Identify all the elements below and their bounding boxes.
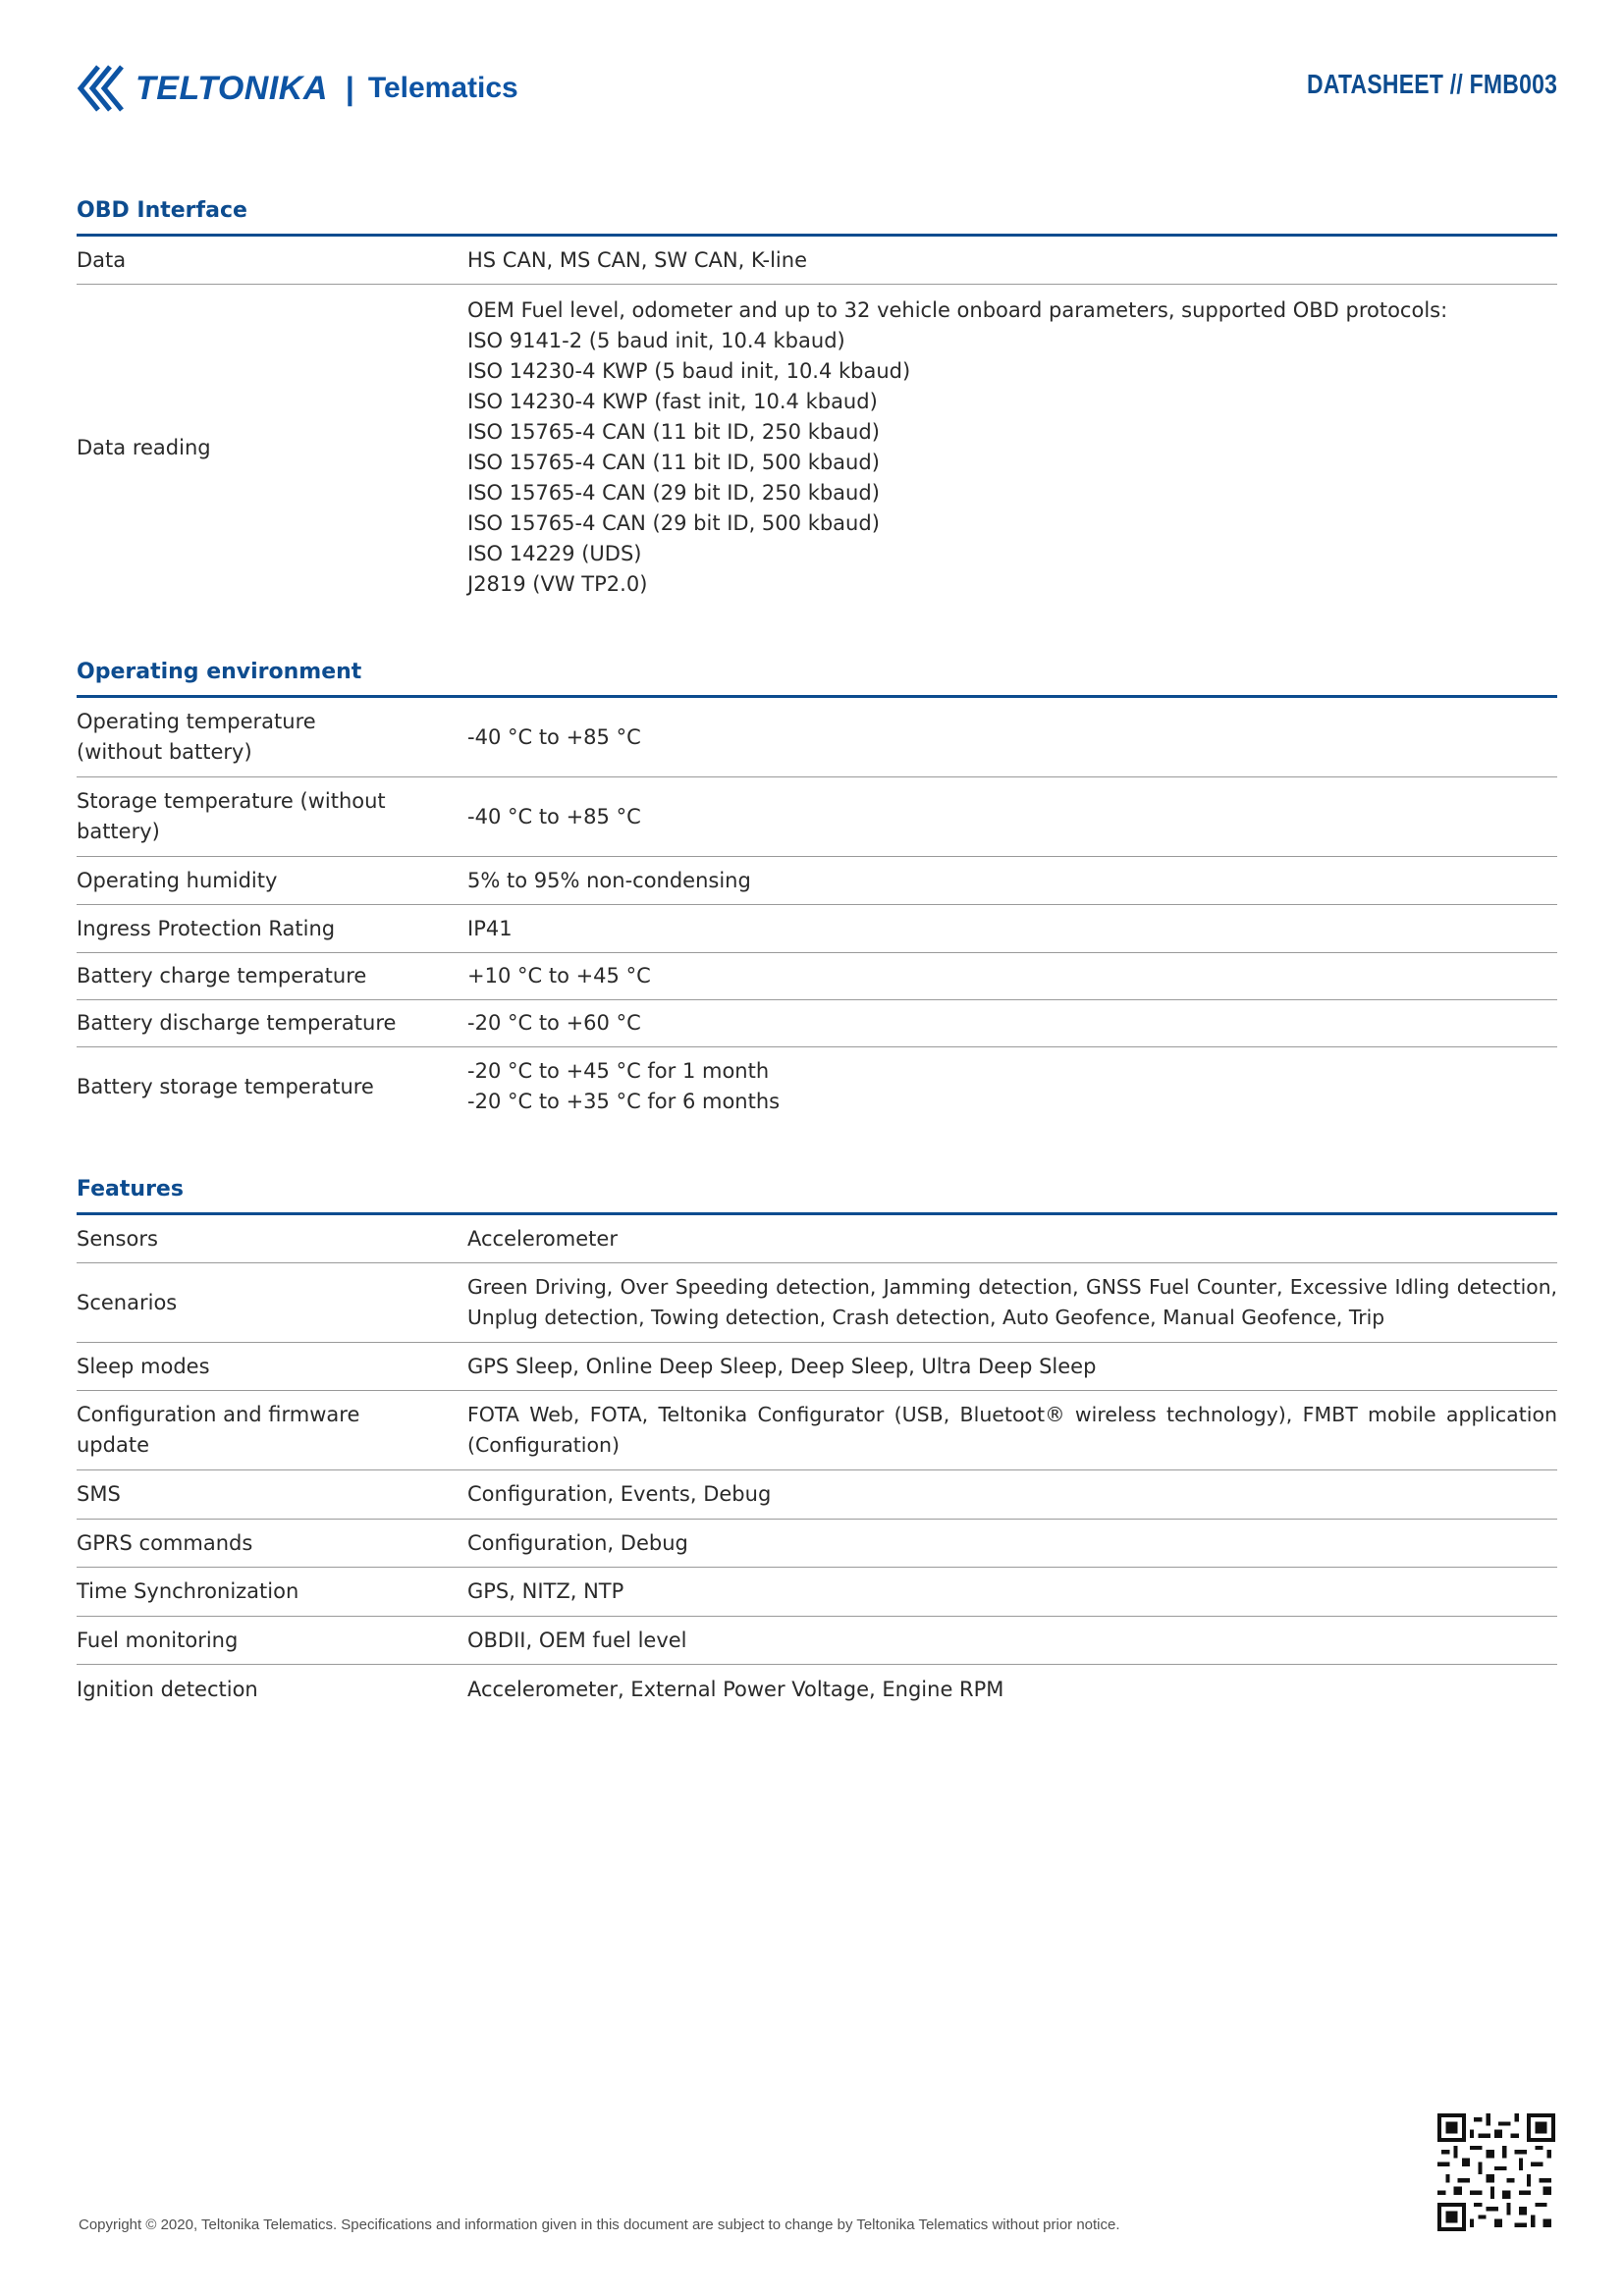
row-value: Configuration, Events, Debug: [467, 1482, 772, 1506]
row-value: [467, 295, 1557, 600]
row-label: Sensors: [77, 1226, 158, 1251]
row-value: OBDII, OEM fuel level: [467, 1628, 687, 1652]
protocol-line: ISO 15765-4 CAN (11 bit ID, 500 kbaud): [467, 451, 880, 474]
row-value: HS CAN, MS CAN, SW CAN, K-line: [467, 247, 807, 272]
section-title: Operating environment: [77, 658, 1557, 698]
qr-code-icon: [1437, 2113, 1555, 2231]
protocol-line: ISO 14229 (UDS): [467, 542, 642, 565]
table-row: [77, 1343, 1557, 1391]
row-value: Accelerometer, External Power Voltage, Engine RPM: [467, 1677, 1004, 1701]
row-value: Green Driving, Over Speeding detection, Jamming detection, GNSS Fuel Counter, Excessive Idling detection, Unplug detection, Towing detection, Crash detection, Auto Geofence, Manual Geofence, Trip: [467, 1275, 1557, 1329]
table-row: [77, 1568, 1557, 1617]
protocol-line: ISO 15765-4 CAN (29 bit ID, 500 kbaud): [467, 511, 880, 535]
table-row: [77, 1215, 1557, 1263]
protocol-line: ISO 14230-4 KWP (5 baud init, 10.4 kbaud): [467, 359, 911, 383]
row-label: Configuration and firmware update: [77, 1403, 360, 1457]
row-label: Sleep modes: [77, 1354, 210, 1378]
protocol-line: ISO 14230-4 KWP (fast init, 10.4 kbaud): [467, 390, 878, 413]
datasheet-title: DATASHEET // FMB003: [1306, 69, 1557, 99]
section-obd-interface: [77, 196, 1557, 607]
section-operating-environment: [77, 658, 1557, 1126]
row-label: Battery storage temperature: [77, 1074, 374, 1098]
row-label: Battery discharge temperature: [77, 1011, 397, 1035]
row-label: SMS: [77, 1482, 121, 1506]
table-row: [77, 857, 1557, 905]
row-label: Battery charge temperature: [77, 964, 367, 988]
row-label: GPRS commands: [77, 1530, 253, 1555]
table-row: [77, 953, 1557, 1000]
row-label: Fuel monitoring: [77, 1628, 239, 1652]
table-row: [77, 1263, 1557, 1343]
protocol-line: ISO 9141-2 (5 baud init, 10.4 kbaud): [467, 329, 845, 352]
row-label: Ignition detection: [77, 1677, 258, 1701]
row-value: [467, 1056, 1557, 1117]
row-value: -40 °C to +85 °C: [467, 804, 641, 828]
table-row: [77, 1520, 1557, 1568]
row-value: Accelerometer: [467, 1226, 618, 1251]
table-row: [77, 1047, 1557, 1126]
row-label: Storage temperature (without battery): [77, 789, 386, 843]
table-row: [77, 285, 1557, 607]
table-row: [77, 905, 1557, 953]
row-value: -40 °C to +85 °C: [467, 724, 641, 749]
table-row: [77, 698, 1557, 777]
row-value: FOTA Web, FOTA, Teltonika Configurator (USB, Bluetoot® wireless technology), FMBT mobile application (Configuration): [467, 1403, 1557, 1457]
protocol-line: J2819 (VW TP2.0): [467, 572, 648, 596]
value-line: -20 °C to +35 °C for 6 months: [467, 1090, 781, 1113]
value-line: -20 °C to +45 °C for 1 month: [467, 1059, 770, 1083]
row-value: GPS Sleep, Online Deep Sleep, Deep Sleep, Ultra Deep Sleep: [467, 1354, 1097, 1378]
protocol-line: OEM Fuel level, odometer and up to 32 vehicle onboard parameters, supported OBD protocols:: [467, 298, 1448, 322]
table-row: [77, 1665, 1557, 1714]
table-row: [77, 237, 1557, 285]
row-label: Data reading: [77, 435, 211, 459]
section-title: OBD Interface: [77, 196, 1557, 237]
row-value: +10 °C to +45 °C: [467, 964, 651, 988]
teltonika-logo-icon: [77, 63, 134, 114]
copyright-notice: Copyright © 2020, Teltonika Telematics. Specifications and information given in this document are subject to change by Teltonika Telematics without prior notice.: [79, 2216, 1120, 2233]
table-row: [77, 777, 1557, 857]
protocol-line: ISO 15765-4 CAN (29 bit ID, 250 kbaud): [467, 481, 880, 505]
row-value: -20 °C to +60 °C: [467, 1011, 641, 1035]
row-value: GPS, NITZ, NTP: [467, 1579, 624, 1603]
row-label: Operating temperature (without battery): [77, 710, 316, 764]
row-label: Ingress Protection Rating: [77, 916, 336, 940]
brand-separator: |: [345, 70, 354, 106]
row-value: 5% to 95% non-condensing: [467, 868, 751, 892]
brand-name: TELTONIKA: [135, 69, 328, 107]
row-label: Data: [77, 247, 127, 272]
row-value: IP41: [467, 916, 513, 940]
row-label: Operating humidity: [77, 868, 278, 892]
table-row: [77, 1617, 1557, 1665]
row-label: Time Synchronization: [77, 1579, 299, 1603]
table-row: [77, 1000, 1557, 1047]
teltonika-logo: [77, 63, 518, 114]
page-header: [77, 59, 1557, 118]
row-label: Scenarios: [77, 1290, 178, 1314]
table-row: [77, 1470, 1557, 1520]
table-row: [77, 1391, 1557, 1470]
brand-division: Telematics: [367, 72, 518, 104]
row-value: Configuration, Debug: [467, 1530, 688, 1555]
protocol-line: ISO 15765-4 CAN (11 bit ID, 250 kbaud): [467, 420, 880, 444]
section-title: Features: [77, 1175, 1557, 1215]
section-features: [77, 1175, 1557, 1714]
